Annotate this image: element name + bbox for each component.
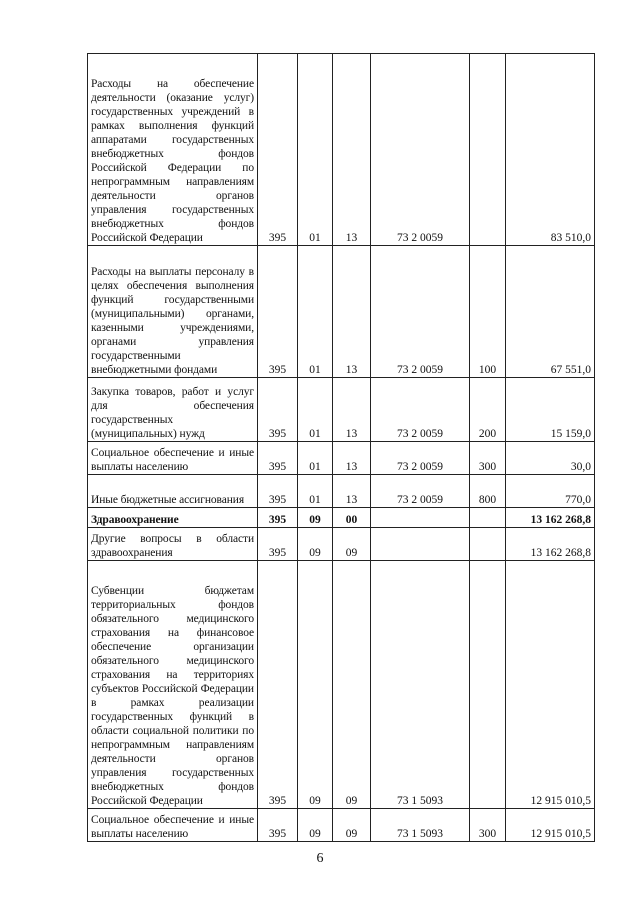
- table-row: [88, 54, 595, 246]
- ministry-code: 395: [258, 475, 298, 508]
- table-row: [88, 246, 595, 378]
- target-article-code: 73 2 0059: [371, 475, 470, 508]
- target-article-code: 73 2 0059: [371, 54, 470, 246]
- subsection-code: 13: [333, 378, 371, 442]
- target-article-code: [371, 508, 470, 528]
- row-name: Иные бюджетные ассигнования: [88, 475, 258, 508]
- amount: 15 159,0: [506, 378, 595, 442]
- target-article-code: 73 1 5093: [371, 561, 470, 809]
- expense-type-code: [470, 561, 506, 809]
- target-article-code: 73 2 0059: [371, 378, 470, 442]
- table-row: [88, 475, 595, 508]
- ministry-code: 395: [258, 528, 298, 561]
- row-name: Социальное обеспечение и иные выплаты населению: [88, 809, 258, 842]
- ministry-code: 395: [258, 378, 298, 442]
- table-row: [88, 809, 595, 842]
- table-row: [88, 561, 595, 809]
- budget-table: [87, 53, 595, 842]
- section-code: 09: [298, 809, 333, 842]
- row-name: Здравоохранение: [88, 508, 258, 528]
- target-article-code: 73 2 0059: [371, 246, 470, 378]
- amount: 12 915 010,5: [506, 561, 595, 809]
- expense-type-code: 300: [470, 809, 506, 842]
- row-name: Расходы на обеспечение деятельности (оказание услуг) государственных учреждений в рамках выполнения функций аппаратами государственных внебюджетных фондов Российской Федерации по непрограммным направлениям деятельности органов управления государственных внебюджетных фондов Российской Федерации: [88, 54, 258, 246]
- amount: 83 510,0: [506, 54, 595, 246]
- section-code: 09: [298, 528, 333, 561]
- section-code: 01: [298, 475, 333, 508]
- expense-type-code: 200: [470, 378, 506, 442]
- section-code: 01: [298, 378, 333, 442]
- table-row: [88, 378, 595, 442]
- target-article-code: 73 2 0059: [371, 442, 470, 475]
- page-number: 6: [316, 851, 324, 866]
- row-name: Закупка товаров, работ и услуг для обеспечения государственных (муниципальных) нужд: [88, 378, 258, 442]
- row-name: Социальное обеспечение и иные выплаты населению: [88, 442, 258, 475]
- amount: 12 915 010,5: [506, 809, 595, 842]
- amount: 13 162 268,8: [506, 508, 595, 528]
- expense-type-code: [470, 528, 506, 561]
- section-code: 01: [298, 246, 333, 378]
- subsection-code: 13: [333, 246, 371, 378]
- amount: 30,0: [506, 442, 595, 475]
- ministry-code: 395: [258, 246, 298, 378]
- row-name: Расходы на выплаты персоналу в целях обеспечения выполнения функций государственными (муниципальными) органами, казенными учреждениями, органами управления государственными внебюджетными фондами: [88, 246, 258, 378]
- subsection-code: 13: [333, 54, 371, 246]
- section-code: 01: [298, 442, 333, 475]
- row-name: Субвенции бюджетам территориальных фондов обязательного медицинского страхования на финансовое обеспечение организации обязательного медицинского страхования на территориях субъектов Российской Федерации в рамках реализации государственных функций в области социальной политики по непрограммным направлениям деятельности органов управления государственных внебюджетных фондов Российской Федерации: [88, 561, 258, 809]
- expense-type-code: [470, 54, 506, 246]
- table-row: [88, 442, 595, 475]
- subsection-code: 00: [333, 508, 371, 528]
- expense-type-code: 100: [470, 246, 506, 378]
- ministry-code: 395: [258, 561, 298, 809]
- subsection-code: 09: [333, 561, 371, 809]
- subsection-code: 09: [333, 528, 371, 561]
- section-code: 09: [298, 561, 333, 809]
- amount: 770,0: [506, 475, 595, 508]
- section-code: 01: [298, 54, 333, 246]
- expense-type-code: [470, 508, 506, 528]
- section-code: 09: [298, 508, 333, 528]
- target-article-code: [371, 528, 470, 561]
- table-row: [88, 508, 595, 528]
- ministry-code: 395: [258, 809, 298, 842]
- table-row: [88, 528, 595, 561]
- expense-type-code: 300: [470, 442, 506, 475]
- target-article-code: 73 1 5093: [371, 809, 470, 842]
- subsection-code: 13: [333, 442, 371, 475]
- row-name: Другие вопросы в области здравоохранения: [88, 528, 258, 561]
- subsection-code: 13: [333, 475, 371, 508]
- ministry-code: 395: [258, 508, 298, 528]
- ministry-code: 395: [258, 54, 298, 246]
- ministry-code: 395: [258, 442, 298, 475]
- amount: 13 162 268,8: [506, 528, 595, 561]
- subsection-code: 09: [333, 809, 371, 842]
- amount: 67 551,0: [506, 246, 595, 378]
- expense-type-code: 800: [470, 475, 506, 508]
